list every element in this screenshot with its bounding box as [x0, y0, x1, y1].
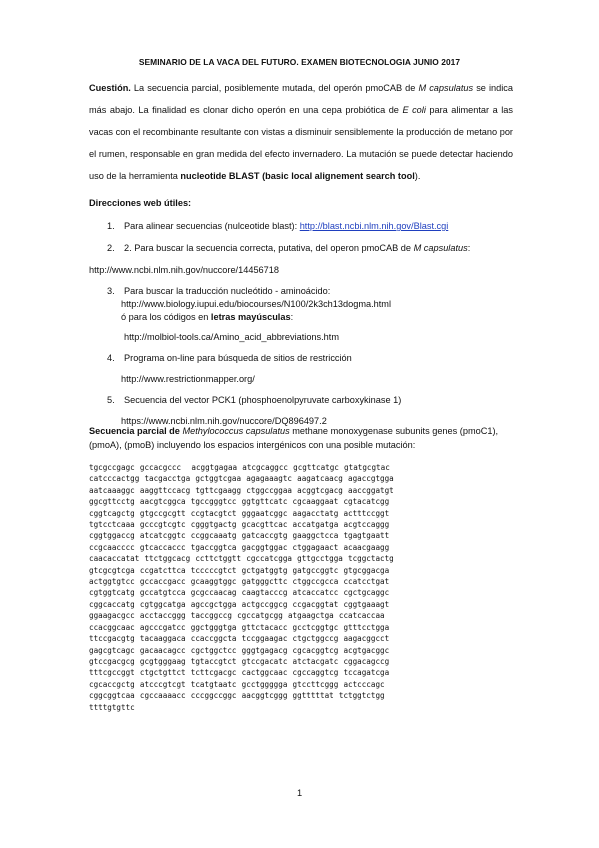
sequence-line: cgtggtcatg gccatgtcca gcgccaacag caagtacccg atcaccatcc cgctgcaggc	[89, 588, 390, 598]
question-label: Cuestión.	[89, 83, 131, 93]
sequence-line: cggtggaccg atcatcggtc ccggcaaatg gatcaccgtg gaaggctcca tgagtgaatt	[89, 531, 390, 541]
organism-name: M capsulatus	[418, 83, 474, 93]
directions-heading: Direcciones web útiles:	[89, 198, 192, 208]
list-item-text: Programa on-line para búsqueda de sitios de restricción	[124, 353, 352, 363]
list-item-text: Para buscar la traducción nucleótido - aminoácido:	[124, 286, 331, 296]
sequence-line: caacaccatat ttctggcacg ccttctggtt cgccatcgga gttgcctgga tcggctactg	[89, 554, 394, 564]
page-number: 1	[296, 788, 303, 798]
list-number: 5.	[107, 395, 115, 405]
organism-name: E coli	[402, 104, 426, 115]
sequence-line: gagcgtcagc gacaacagcc cgctggctcc gggtgagacg cgcacggtcg acgtgacggc	[89, 645, 390, 655]
document-title: SEMINARIO DE LA VACA DEL FUTURO. EXAMEN BIOTECNOLOGIA JUNIO 2017	[138, 57, 461, 67]
sequence-line: gtccgacgcg gcgtgggaag tgtaccgtct gtccgacatc atctacgatc cggacagccg	[89, 656, 390, 666]
sequence-line: ttttgtgttc	[89, 702, 135, 712]
sequence-line: cggcggtcaa cgccaaaacc cccggccggc aacggtcggg ggtttttat tctggtctgg	[89, 691, 385, 701]
sequence-line: ggcgttcctg aacgtcggca tgccgggtcc ggtgttcatc cgcaaggaat cgtacatcgg	[89, 497, 390, 507]
question-text-2: se indica más abajo. La finalidad es clonar dicho operón en una cepa probiótica de	[89, 83, 513, 115]
restriction-mapper-url[interactable]: http://www.restrictionmapper.org/	[121, 374, 255, 384]
tool-name: nucleotide BLAST (basic local alignement search tool	[180, 170, 415, 181]
organism-name: Methylococcus capsulatus	[182, 426, 290, 436]
blast-link[interactable]: http://blast.ncbi.nlm.nih.gov/Blast.cgi	[299, 221, 449, 231]
sequence-line: catcccactgg tacgacctga gctggtcgaa agagaaagtc aagatcaacg agaccgtgga	[89, 474, 394, 484]
question-text-3: para alimentar a las vacas con el recombinante resultante con vistas a disminuir sensiblemente la producción de metano por el rumen, responsable en gran medida del efecto invernadero. La mutación se puede detectar haciendo uso de la herramienta	[89, 104, 513, 181]
list-item-text: 2. Para buscar la secuencia correcta, putativa, del operon pmoCAB de	[124, 243, 414, 253]
list-item-alt: ó para los códigos en letras mayúsculas:	[121, 312, 294, 322]
sequence-line: cggtcagctg gtgccgcgtt ccgtacgtct gggaatcggc aagacctatg actttccggt	[89, 508, 390, 518]
sequence-line: tgtcctcaaa gcccgtcgtc cgggtgactg gcacgttcac accatgatga acgtccaggg	[89, 520, 390, 530]
nuccore-url[interactable]: http://www.ncbi.nlm.nih.gov/nuccore/14456718	[89, 265, 279, 275]
sequence-line: ccacggcaac agcccgatcc ggctgggtga gttctacacc gcctcggtgc gtttcctgga	[89, 622, 390, 632]
list-number: 2.	[107, 243, 115, 253]
sequence-line: ggaagacgcc acctaccggg taccggccg cgccatgcgg atgaagctga ccatcaccaa	[89, 611, 385, 621]
dna-sequence	[89, 462, 394, 713]
amino-acid-url[interactable]: http://molbiol-tools.ca/Amino_acid_abbreviations.htm	[124, 332, 339, 342]
sequence-line: gtcgcgtcga ccgatcttca tcccccgtct gctgatggtg gatgccggtc gtgcggacga	[89, 565, 390, 575]
sequence-line: actggtgtcc gccaccgacc gcaaggtggc gatgggcttc ctggccgcca ccatcctgat	[89, 577, 390, 587]
sequence-line: aatcaaaggc aaggttccacg tgttcgaagg ctggccggaa acggtcgacg aaccggatgt	[89, 485, 394, 495]
list-number: 1.	[107, 221, 115, 231]
list-item: 2. Para buscar la secuencia correcta, putativa, del operon pmoCAB de M capsulatus:	[124, 243, 471, 253]
sequence-line: ccgcaacccc gtcaccaccc tgaccggtca gacggtggac ctggagaact acaacgaagg	[89, 542, 390, 552]
sequence-line: tttcgccggt ctgctgttct tcttcgacgc cactggcaac cgccaggtcg tccagatcga	[89, 668, 390, 678]
sequence-line: tgcgccgagc gccacgccc acggtgagaa atcgcaggcc gcgttcatgc gtatgcgtac	[89, 463, 390, 472]
organism-name: M capsulatus	[413, 243, 468, 253]
sequence-line: cgcaccgctg atcccgtcgt tcatgtaatc gcctgggggа gtccttcggg actcccagc	[89, 679, 385, 689]
sequence-line: ttccgacgtg tacaaggaca ccaccggcta tccggaagac ctgctggccg aagacggcct	[89, 634, 390, 644]
question-text-4: ).	[414, 170, 421, 181]
list-item	[124, 221, 448, 231]
list-number: 4.	[107, 353, 115, 363]
list-number: 3.	[107, 286, 115, 296]
question-paragraph	[89, 78, 513, 188]
list-item-text: Secuencia del vector PCK1 (phosphoenolpyruvate carboxykinase 1)	[124, 395, 402, 405]
sequence-heading: Secuencia parcial de Methylococcus capsulatus methane monoxygenase subunits genes (pmoC1), (pmoA), (pmoB) incluyendo los espacios intergénicos con una posible mutación:	[89, 426, 499, 451]
vector-url[interactable]: https://www.ncbi.nlm.nih.gov/nuccore/DQ896497.2	[121, 416, 327, 426]
dogma-url[interactable]: http://www.biology.iupui.edu/biocourses/N100/2k3ch13dogma.html	[121, 299, 391, 309]
question-text-1: La secuencia parcial, posiblemente mutada, del operón pmoCAB de	[130, 83, 419, 93]
sequence-line: cggcaccatg cgtggcatga agccgctgga actgccggcg ccgacggtat cggtgaaagt	[89, 599, 390, 609]
list-item-text: Para alinear secuencias (nulceotide blast):	[124, 221, 300, 231]
